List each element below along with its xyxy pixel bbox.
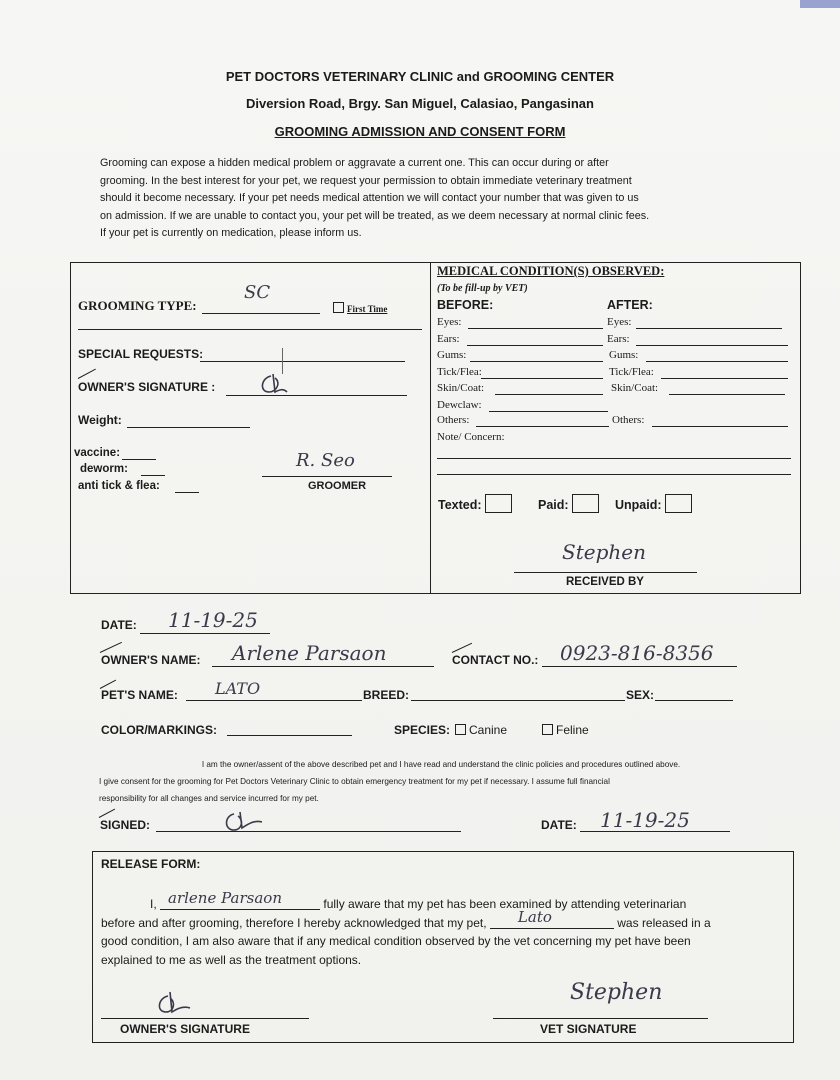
before-eyes-line[interactable] [468,328,603,329]
owner-sig-label: OWNER'S SIGNATURE [120,1022,250,1036]
after-ears: Ears: [607,333,630,345]
release-line-4: explained to me as well as the treatment options. [101,952,362,967]
contact-label: CONTACT NO.: [452,653,539,667]
release-owner-signature-drawing [150,990,200,1018]
sex-label: SEX: [626,688,655,702]
note-label: Note/ Concern: [437,431,505,443]
contact-value[interactable]: 0923-816-8356 [560,641,714,665]
species-label: SPECIES: [394,723,451,737]
after-others: Others: [612,414,645,426]
weight-label: Weight: [78,413,122,427]
vaccine-label: vaccine: [74,447,121,459]
release-title: RELEASE FORM: [101,857,201,871]
release-line-3: good condition, I am also aware that if any medical condition observed by the vet concerning my pet have been [101,934,691,948]
before-ears-line[interactable] [467,345,603,346]
release-line2-suffix: was released in a [617,915,711,930]
release-line-2 [101,907,791,933]
feline-option[interactable] [542,723,589,737]
paid-option[interactable] [538,494,599,513]
date-line [140,633,270,634]
date-value[interactable]: 11-19-25 [168,608,258,632]
note-line-1[interactable] [437,458,791,459]
after-tick-line[interactable] [661,378,788,379]
before-gums-line[interactable] [470,361,603,362]
after-gums: Gums: [609,349,639,361]
before-others: Others: [437,414,470,426]
unpaid-label: Unpaid: [615,498,662,512]
after-skin: Skin/Coat: [611,382,659,394]
before-tick-line[interactable] [481,378,603,379]
clinic-name: PET DOCTORS VETERINARY CLINIC and GROOMING CENTER [225,69,615,84]
consent-line: responsibility for all changes and service incurred for my pet. [99,794,319,803]
intro-line: on admission. If we are unable to contact you, your pet will be treated, as we deem necessary at normal clinic fees. [100,209,650,222]
breed-label: BREED: [363,688,410,702]
anti-tick-line [175,492,199,493]
pet-name-line [186,700,362,701]
canine-option[interactable] [455,723,507,737]
before-tick: Tick/Flea: [437,366,482,378]
groomer-label: GROOMER [308,480,367,492]
anti-tick-label: anti tick & flea: [78,480,160,492]
before-gums: Gums: [437,349,467,361]
unpaid-checkbox[interactable] [665,494,692,513]
groomer-line [262,476,392,477]
paid-label: Paid: [538,498,569,512]
before-eyes: Eyes: [437,316,462,328]
received-line [514,572,697,573]
intro-paragraph [100,155,750,243]
date-label: DATE: [101,618,137,632]
before-skin-line[interactable] [495,394,603,395]
texted-label: Texted: [438,498,482,512]
special-requests-line [200,361,405,362]
vet-signature[interactable]: Stephen [570,980,663,1005]
release-prefix: I, [150,897,157,911]
consent-paragraph [96,756,746,773]
unpaid-option[interactable] [615,494,692,513]
before-others-line[interactable] [476,426,609,427]
corner-mark [800,0,840,8]
sex-line[interactable] [655,700,733,701]
before-ears: Ears: [437,333,460,345]
intro-line: Grooming can expose a hidden medical problem or aggravate a current one. This can occur during or after [100,157,609,169]
release-line2-prefix: before and after grooming, therefore I hereby acknowledged that my pet, [101,915,487,930]
canine-label: Canine [469,723,508,737]
after-label: AFTER: [607,298,653,312]
owner-name-value[interactable]: Arlene Parsaon [232,641,387,665]
deworm-label: deworm: [80,463,128,475]
feline-label: Feline [556,723,589,737]
intro-line: If your pet is currently on medication, please inform us. [100,227,362,239]
owner-name-label: OWNER'S NAME: [101,653,201,667]
grooming-type-label: GROOMING TYPE: [78,298,197,313]
after-eyes: Eyes: [607,316,632,328]
note-line-2[interactable] [437,474,791,475]
release-pet-value: Lato [517,907,552,926]
received-label: RECEIVED BY [566,576,644,588]
before-label: BEFORE: [437,298,494,312]
release-paragraph [101,889,791,969]
clinic-address: Diversion Road, Brgy. San Miguel, Calasiao, Pangasinan [246,96,594,111]
signed-signature-drawing [220,808,270,834]
consent-line: I am the owner/assent of the above described pet and I have read and understand the clinic policies and procedures outlined above. [201,760,681,769]
medical-title: MEDICAL CONDITION(S) OBSERVED: [437,264,665,278]
owner-signature-label: OWNER'S SIGNATURE : [78,380,216,394]
after-skin-line[interactable] [669,394,785,395]
texted-checkbox[interactable] [485,494,512,513]
intro-line: grooming. In the best interest for your pet, we request your permission to obtain immediate veterinary treatment [100,174,632,187]
intro-line: should it become necessary. If your pet needs medical attention we will contact your number that was given to us [100,192,639,204]
after-eyes-line[interactable] [636,328,782,329]
before-skin: Skin/Coat: [437,382,485,394]
signed-line [156,831,461,832]
grooming-type-value[interactable]: SC [244,282,271,303]
contact-line [542,666,737,667]
release-line-1 [101,889,791,914]
color-label: COLOR/MARKINGS: [101,723,217,737]
signed-label: SIGNED: [100,818,151,832]
after-tick: Tick/Flea: [609,366,654,378]
consent-date-value[interactable]: 11-19-25 [600,808,690,832]
vet-sig-line [493,1018,708,1019]
form-title: GROOMING ADMISSION AND CONSENT FORM [274,124,566,139]
received-signature[interactable]: Stephen [562,540,646,564]
breed-line[interactable] [411,700,625,701]
consent-paragraph-2 [99,773,749,807]
first-time-label: First Time [347,304,388,314]
release-owner-field[interactable] [160,889,320,910]
consent-line: I give consent for the grooming for Pet Doctors Veterinary Clinic to obtain emergency treatment for my pet if necessary. I assume full financial [99,777,610,786]
after-others-line[interactable] [652,426,788,427]
texted-option[interactable] [438,494,512,513]
owner-signature-drawing [255,368,295,398]
paid-checkbox[interactable] [572,494,599,513]
grooming-type-line-2 [78,329,422,330]
owner-name-line [212,666,434,667]
owner-signature-line [226,395,407,396]
canine-checkbox[interactable] [455,724,466,735]
before-dewclaw: Dewclaw: [437,399,482,411]
vaccine-line [122,459,156,460]
vet-sig-label: VET SIGNATURE [540,1022,637,1036]
before-dewclaw-line[interactable] [489,411,608,412]
special-requests-label: SPECIAL REQUESTS: [78,347,204,361]
consent-date-label: DATE: [541,818,577,832]
medical-subtitle: (To be fill-up by VET) [437,283,528,294]
first-time-checkbox[interactable] [333,302,344,313]
after-gums-line[interactable] [646,361,788,362]
weight-line [127,427,250,428]
feline-checkbox[interactable] [542,724,553,735]
after-ears-line[interactable] [636,345,788,346]
color-line[interactable] [227,735,352,736]
release-owner-value: arlene Parsaon [168,889,282,907]
release-pet-field[interactable] [490,907,614,929]
first-time-option[interactable] [333,302,387,314]
deworm-line [141,475,165,476]
grooming-type-line [202,313,320,314]
box-divider [430,262,431,594]
pet-name-label: PET'S NAME: [101,688,178,702]
groomer-signature[interactable]: R. Seo [296,450,355,471]
owner-sig-line [101,1018,309,1019]
pet-name-value[interactable]: LATO [215,679,261,698]
release-line1-suffix: fully aware that my pet has been examined by attending veterinarian [323,897,687,911]
